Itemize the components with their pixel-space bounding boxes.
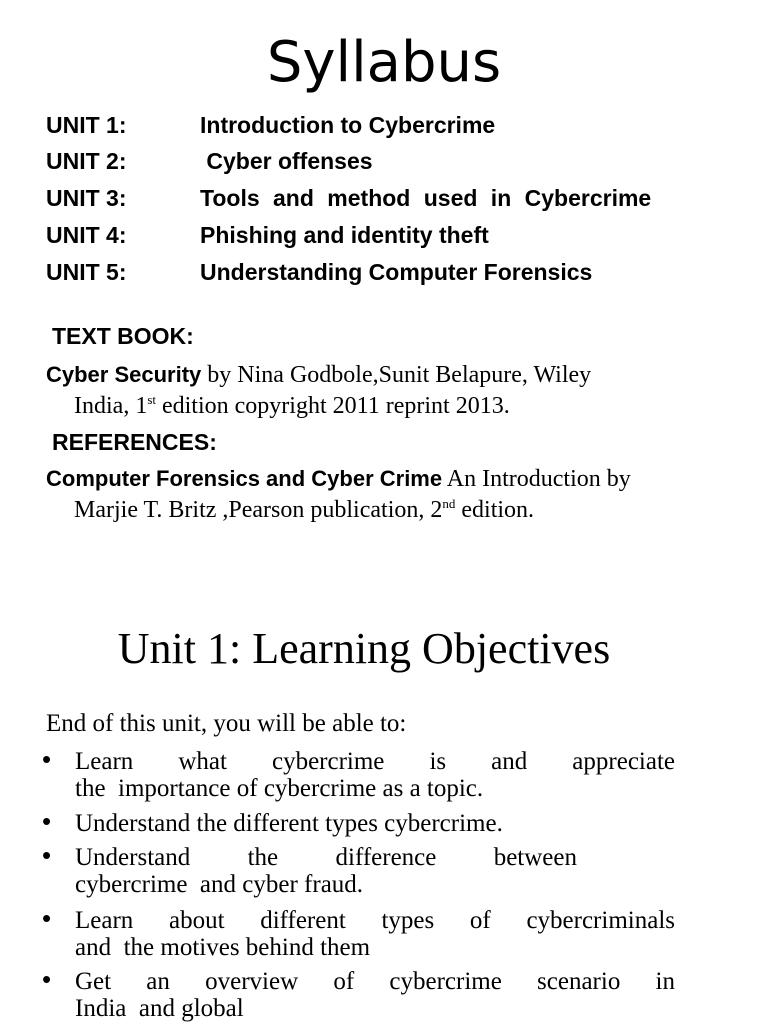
list-item-text: Understand the different types cybercrime. [75, 810, 503, 837]
bullet-icon: • [42, 840, 52, 870]
textbook-heading: TEXT BOOK: [52, 323, 194, 349]
bullet-icon: • [42, 903, 52, 933]
unit-topic: Tools and method used in Cybercrime [200, 185, 652, 211]
list-item-text: Get an overview of cybercrime scenario in [75, 968, 675, 995]
list-item-text: Understand the difference between [75, 844, 577, 871]
bullet-icon: • [42, 806, 52, 836]
bullet-icon: • [42, 964, 52, 994]
unit-label: UNIT 4: [46, 222, 127, 248]
textbook-citation-line1 [46, 360, 591, 390]
reference-title: Computer Forensics and Cyber Crime [46, 466, 443, 491]
list-item-text: the importance of cybercrime as a topic. [75, 775, 484, 802]
unit-label: UNIT 1: [46, 112, 127, 138]
textbook-authors: by Nina Godbole,Sunit Belapure, Wiley [201, 362, 592, 388]
list-item-text: cybercrime and cyber fraud. [75, 871, 364, 898]
unit-topic: Phishing and identity theft [200, 222, 489, 248]
unit-topic: Understanding Computer Forensics [200, 259, 593, 285]
reference-citation-line1 [46, 464, 631, 494]
reference-author: Marjie T. Britz ,Pearson publication, 2 [74, 497, 443, 523]
unit-topic: Introduction to Cybercrime [200, 112, 496, 138]
reference-citation-line2 [74, 495, 534, 525]
unit-topic: Cyber offenses [200, 148, 373, 174]
textbook-edition: edition copyright 2011 reprint 2013. [155, 393, 510, 419]
unit-label: UNIT 2: [46, 148, 127, 174]
superscript: st [147, 392, 156, 407]
list-item-text: India and global [75, 995, 244, 1022]
list-item-text: and the motives behind them [75, 934, 371, 961]
page-title: Syllabus [266, 30, 502, 95]
unit-label: UNIT 3: [46, 185, 127, 211]
references-heading: REFERENCES: [52, 429, 217, 455]
textbook-publisher: India, 1 [74, 393, 148, 419]
textbook-title: Cyber Security [46, 362, 202, 387]
reference-edition: edition. [455, 497, 535, 523]
list-item-text: Learn what cybercrime is and appreciate [75, 748, 675, 775]
textbook-citation-line2 [74, 391, 510, 421]
bullet-icon: • [42, 744, 52, 774]
superscript: nd [442, 496, 456, 511]
list-item-text: Learn about different types of cybercriminals [75, 907, 675, 934]
reference-subtitle: An Introduction by [442, 466, 631, 492]
objectives-intro: End of this unit, you will be able to: [46, 710, 407, 737]
objectives-title: Unit 1: Learning Objectives [117, 624, 611, 673]
unit-label: UNIT 5: [46, 259, 127, 285]
